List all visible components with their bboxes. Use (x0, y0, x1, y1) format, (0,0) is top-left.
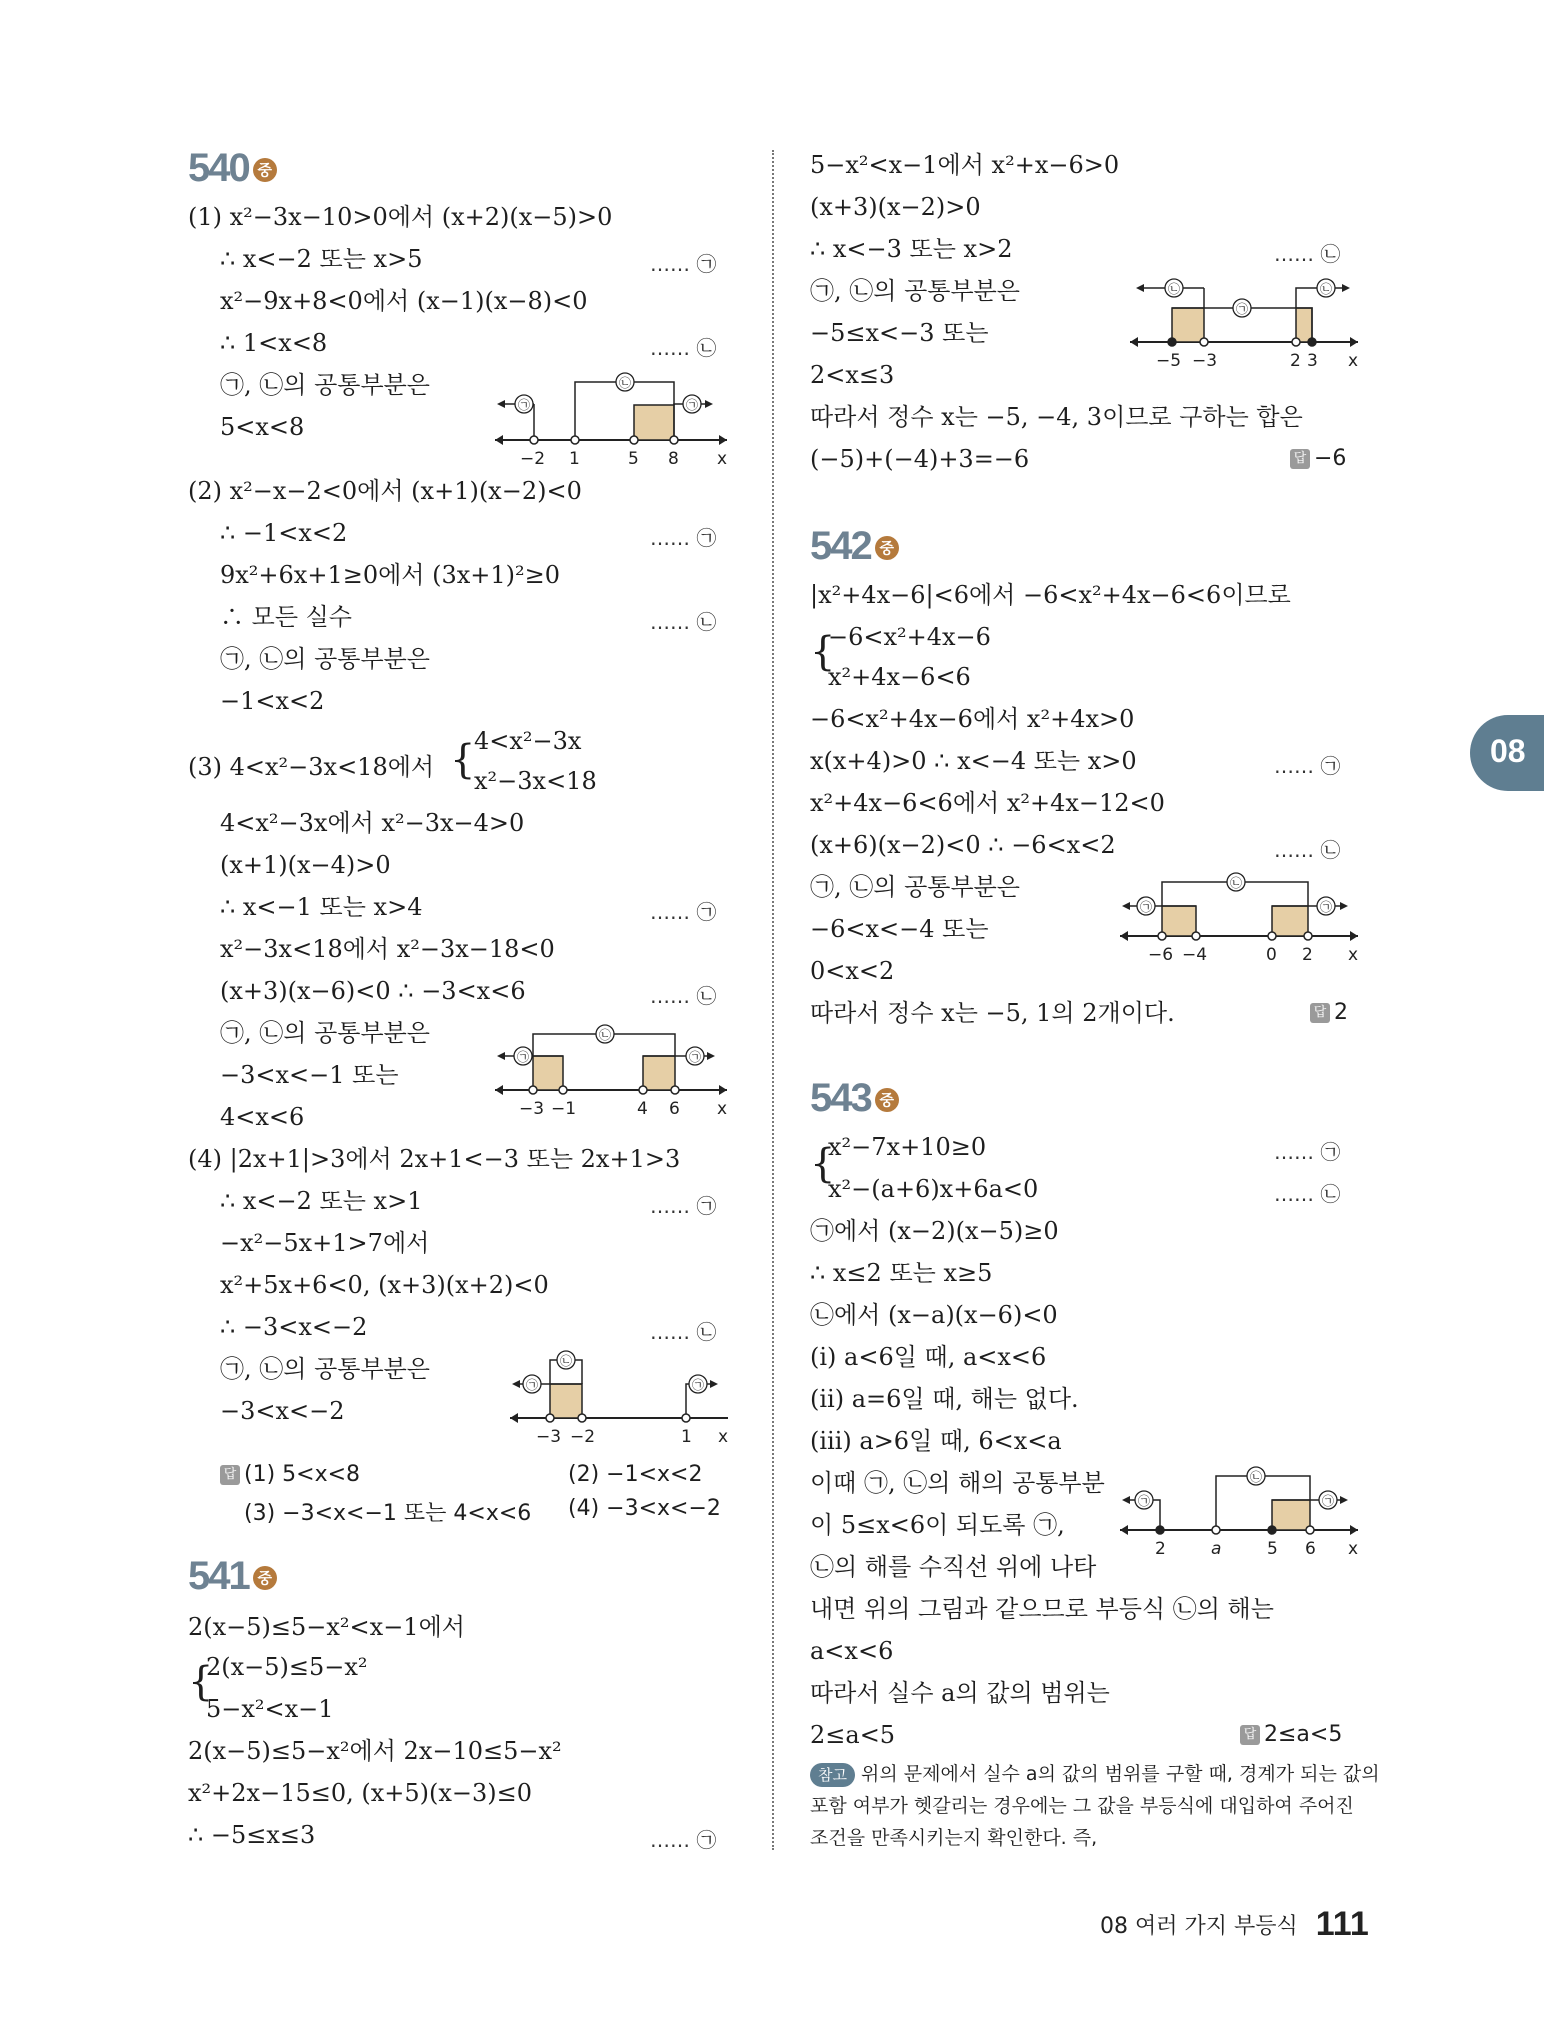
system-line: x²−7x+10≥0 (828, 1133, 987, 1161)
solution-line: ∴ x<−1 또는 x>4 (220, 893, 423, 921)
solution-line: ∴ x<−3 또는 x>2 (810, 235, 1013, 263)
solution-line: ㉡의 해를 수직선 위에 나타 (810, 1553, 1097, 1581)
solution-line: (ⅱ) a=6일 때, 해는 없다. (810, 1385, 1079, 1413)
tick-label: 2 (1302, 945, 1313, 965)
svg-text:㉠: ㉠ (1236, 302, 1249, 316)
tick-label: −5 (1156, 351, 1182, 371)
tick-label: 5 (1267, 1539, 1278, 1559)
label-mark: …… ㉠ (650, 252, 717, 276)
svg-text:㉠: ㉠ (1138, 1494, 1151, 1508)
svg-text:㉡: ㉡ (1168, 282, 1181, 296)
footer-chapter: 08 여러 가지 부등식 (1100, 1914, 1298, 1939)
solution-line: (2) x²−x−2<0에서 (x+1)(x−2)<0 (188, 477, 582, 505)
level-badge: 중 (875, 536, 899, 560)
solution-line: (1) x²−3x−10>0에서 (x+2)(x−5)>0 (188, 203, 613, 231)
svg-text:㉠: ㉠ (517, 1050, 530, 1064)
svg-text:㉠: ㉠ (692, 1378, 705, 1392)
problem-543-number: 543 중 (810, 1076, 899, 1120)
page-footer (1100, 1905, 1369, 1944)
tick-label: 2 (1290, 351, 1301, 371)
solution-line: x(x+4)>0 ∴ x<−4 또는 x>0 (810, 747, 1137, 775)
solution-line: ㉠, ㉡의 공통부분은 (810, 873, 1020, 901)
solution-line: 2≤a<5 (810, 1721, 896, 1749)
solution-line: 2<x≤3 (810, 361, 895, 389)
axis-label: x (1348, 945, 1359, 965)
solution-line: 내면 위의 그림과 같으므로 부등식 ㉡의 해는 (810, 1595, 1274, 1623)
system-line: x²+4x−6<6 (828, 663, 971, 691)
solution-line: −x²−5x+1>7에서 (220, 1229, 430, 1257)
note-line: 조건을 만족시키는지 확인한다. 즉, (810, 1827, 1098, 1849)
answer-label: 답 (220, 1465, 240, 1485)
tick-label: 6 (1305, 1539, 1316, 1559)
number-line-540-1 (495, 368, 735, 468)
answer-540-2: (2) −1<x<2 (568, 1462, 703, 1487)
label-mark: …… ㉡ (1274, 1182, 1341, 1206)
solution-line: ㉠, ㉡의 공통부분은 (220, 645, 430, 673)
solution-line: x²−9x+8<0에서 (x−1)(x−8)<0 (220, 287, 588, 315)
solution-line: (x+1)(x−4)>0 (220, 851, 391, 879)
label-mark: …… ㉠ (1274, 754, 1341, 778)
solution-line: 4<x<6 (220, 1103, 305, 1131)
tick-label: 1 (681, 1427, 692, 1447)
solution-line: ∴ 모든 실수 (220, 603, 352, 631)
solution-line: |x²+4x−6|<6에서 −6<x²+4x−6<6이므로 (810, 581, 1291, 609)
solution-line: 2(x−5)≤5−x²에서 2x−10≤5−x² (188, 1737, 562, 1765)
label-mark: …… ㉡ (650, 1320, 717, 1344)
label-mark: …… ㉠ (650, 526, 717, 550)
solution-line: 따라서 실수 a의 값의 범위는 (810, 1679, 1110, 1707)
number-line-540-3 (495, 1022, 735, 1122)
svg-text:㉠: ㉠ (686, 398, 699, 412)
level-badge: 중 (875, 1088, 899, 1112)
solution-line: −6<x<−4 또는 (810, 915, 989, 943)
svg-text:㉠: ㉠ (689, 1050, 702, 1064)
number-line-540-4 (510, 1350, 735, 1450)
note-line: 포함 여부가 헷갈리는 경우에는 그 값을 부등식에 대입하여 주어진 (810, 1795, 1354, 1817)
system-line: x²−3x<18 (474, 767, 597, 795)
label-mark: …… ㉠ (1274, 1140, 1341, 1164)
svg-text:㉠: ㉠ (1140, 900, 1153, 914)
label-mark: …… ㉠ (650, 1194, 717, 1218)
tick-label: 2 (1155, 1539, 1166, 1559)
solution-line: 2(x−5)≤5−x²<x−1에서 (188, 1613, 465, 1641)
solution-line: −1<x<2 (220, 687, 325, 715)
axis-label: x (1348, 1539, 1359, 1559)
solution-line: x²+5x+6<0, (x+3)(x+2)<0 (220, 1271, 549, 1299)
solution-line: −3<x<−2 (220, 1397, 345, 1425)
answer-540-4: (4) −3<x<−2 (568, 1496, 721, 1521)
tick-label: −4 (1182, 945, 1208, 965)
solution-line: ∴ x<−2 또는 x>1 (220, 1187, 423, 1215)
solution-line: 0<x<2 (810, 957, 895, 985)
solution-line: x²+2x−15≤0, (x+5)(x−3)≤0 (188, 1779, 533, 1807)
answer-543: 답 2≤a<5 (1240, 1722, 1342, 1747)
solution-line: −6<x²+4x−6에서 x²+4x>0 (810, 705, 1135, 733)
problem-540-number: 540 중 (188, 146, 277, 190)
solution-line: 따라서 정수 x는 −5, −4, 3이므로 구하는 합은 (810, 403, 1303, 431)
tick-label: 0 (1266, 945, 1277, 965)
tick-label: 3 (1307, 351, 1318, 371)
solution-line: a<x<6 (810, 1637, 894, 1665)
tick-label: −1 (551, 1099, 577, 1119)
solution-line: (4) |2x+1|>3에서 2x+1<−3 또는 2x+1>3 (188, 1145, 681, 1173)
solution-line: ∴ x≤2 또는 x≥5 (810, 1259, 993, 1287)
solution-line: ∴ −3<x<−2 (220, 1313, 368, 1341)
answer-542: 답 2 (1310, 1000, 1348, 1025)
axis-label: x (1348, 351, 1359, 371)
solution-line: ㉠에서 (x−2)(x−5)≥0 (810, 1217, 1059, 1245)
solution-line: ∴ −1<x<2 (220, 519, 348, 547)
solution-line: ㉠, ㉡의 공통부분은 (220, 371, 430, 399)
solution-line: (ⅲ) a>6일 때, 6<x<a (810, 1427, 1062, 1455)
solution-line: 5<x<8 (220, 413, 305, 441)
chapter-tab-label: 08 (1490, 733, 1526, 769)
solution-line: ∴ −5≤x≤3 (188, 1821, 316, 1849)
solution-line: ∴ 1<x<8 (220, 329, 328, 357)
tick-label: 1 (569, 449, 580, 469)
solution-line: (3) 4<x²−3x<18에서 (188, 753, 435, 781)
solution-line: (ⅰ) a<6일 때, a<x<6 (810, 1343, 1047, 1371)
svg-text:㉠: ㉠ (1322, 1494, 1335, 1508)
number-line-541 (1130, 272, 1364, 372)
tick-label: −6 (1148, 945, 1174, 965)
svg-text:㉡: ㉡ (619, 376, 632, 390)
solution-line: x²+4x−6<6에서 x²+4x−12<0 (810, 789, 1165, 817)
tick-label: a (1211, 1539, 1222, 1559)
note-line: 참고 위의 문제에서 실수 a의 값의 범위를 구할 때, 경계가 되는 값의 (810, 1758, 1380, 1790)
solution-line: 이 5≤x<6이 되도록 ㉠, (810, 1511, 1065, 1539)
axis-label: x (718, 1427, 729, 1447)
brace: { (188, 1659, 214, 1705)
system-line: x²−(a+6)x+6a<0 (828, 1175, 1039, 1203)
system-line: 4<x²−3x (474, 727, 582, 755)
brace: { (810, 629, 836, 675)
svg-text:㉠: ㉠ (518, 398, 531, 412)
column-divider (772, 150, 774, 1850)
svg-text:㉡: ㉡ (1250, 1470, 1263, 1484)
axis-label: x (717, 1099, 728, 1119)
tick-label: 5 (628, 449, 639, 469)
solution-line: ㉠, ㉡의 공통부분은 (220, 1019, 430, 1047)
solution-line: 9x²+6x+1≥0에서 (3x+1)²≥0 (220, 561, 561, 589)
svg-text:㉠: ㉠ (1320, 900, 1333, 914)
note-tag: 참고 (810, 1763, 855, 1787)
page-number: 111 (1315, 1905, 1369, 1943)
answer-540-3: (3) −3<x<−1 또는 4<x<6 (244, 1501, 532, 1526)
brace: { (810, 1141, 836, 1187)
svg-text:㉠: ㉠ (526, 1378, 539, 1392)
solution-line: 5−x²<x−1에서 x²+x−6>0 (810, 151, 1120, 179)
solution-line: 이때 ㉠, ㉡의 해의 공통부분 (810, 1469, 1105, 1497)
answer-540-row1: 답 (1) 5<x<8 (220, 1462, 360, 1487)
tick-label: −2 (570, 1427, 596, 1447)
label-mark: …… ㉠ (650, 900, 717, 924)
brace: { (450, 737, 476, 783)
tick-label: 4 (637, 1099, 648, 1119)
solution-line: ㉠, ㉡의 공통부분은 (220, 1355, 430, 1383)
solution-line: 따라서 정수 x는 −5, 1의 2개이다. (810, 999, 1175, 1027)
solution-line: 4<x²−3x에서 x²−3x−4>0 (220, 809, 525, 837)
level-badge: 중 (253, 158, 277, 182)
solution-line: ㉡에서 (x−a)(x−6)<0 (810, 1301, 1058, 1329)
solution-line: ∴ x<−2 또는 x>5 (220, 245, 423, 273)
tick-label: −3 (536, 1427, 562, 1447)
answer-541: 답 −6 (1290, 446, 1346, 471)
solution-line: −5≤x<−3 또는 (810, 319, 989, 347)
axis-label: x (717, 449, 728, 469)
svg-text:㉡: ㉡ (1320, 282, 1333, 296)
label-mark: …… ㉡ (1274, 242, 1341, 266)
svg-text:㉡: ㉡ (560, 1354, 573, 1368)
number-line-542 (1120, 868, 1364, 968)
system-line: 2(x−5)≤5−x² (206, 1653, 368, 1681)
solution-line: (x+3)(x−2)>0 (810, 193, 981, 221)
tick-label: 8 (668, 449, 679, 469)
tick-label: −3 (1192, 351, 1218, 371)
problem-542-number: 542 중 (810, 524, 899, 568)
solution-line: x²−3x<18에서 x²−3x−18<0 (220, 935, 555, 963)
chapter-tab (1470, 715, 1544, 791)
label-mark: …… ㉡ (650, 610, 717, 634)
tick-label: −2 (520, 449, 546, 469)
tick-label: −3 (519, 1099, 545, 1119)
solution-line: (−5)+(−4)+3=−6 (810, 445, 1030, 473)
svg-text:㉡: ㉡ (599, 1028, 612, 1042)
system-line: 5−x²<x−1 (206, 1695, 334, 1723)
label-mark: …… ㉡ (650, 336, 717, 360)
label-mark: …… ㉡ (650, 984, 717, 1008)
label-mark: …… ㉠ (650, 1828, 717, 1852)
number-line-543 (1120, 1462, 1364, 1562)
solution-line: (x+6)(x−2)<0 ∴ −6<x<2 (810, 831, 1116, 859)
level-badge: 중 (253, 1566, 277, 1590)
problem-541-number: 541 중 (188, 1554, 277, 1598)
system-line: −6<x²+4x−6 (828, 623, 991, 651)
svg-text:㉡: ㉡ (1230, 876, 1243, 890)
solution-line: ㉠, ㉡의 공통부분은 (810, 277, 1020, 305)
label-mark: …… ㉡ (1274, 838, 1341, 862)
tick-label: 6 (669, 1099, 680, 1119)
solution-line: −3<x<−1 또는 (220, 1061, 399, 1089)
solution-line: (x+3)(x−6)<0 ∴ −3<x<6 (220, 977, 526, 1005)
